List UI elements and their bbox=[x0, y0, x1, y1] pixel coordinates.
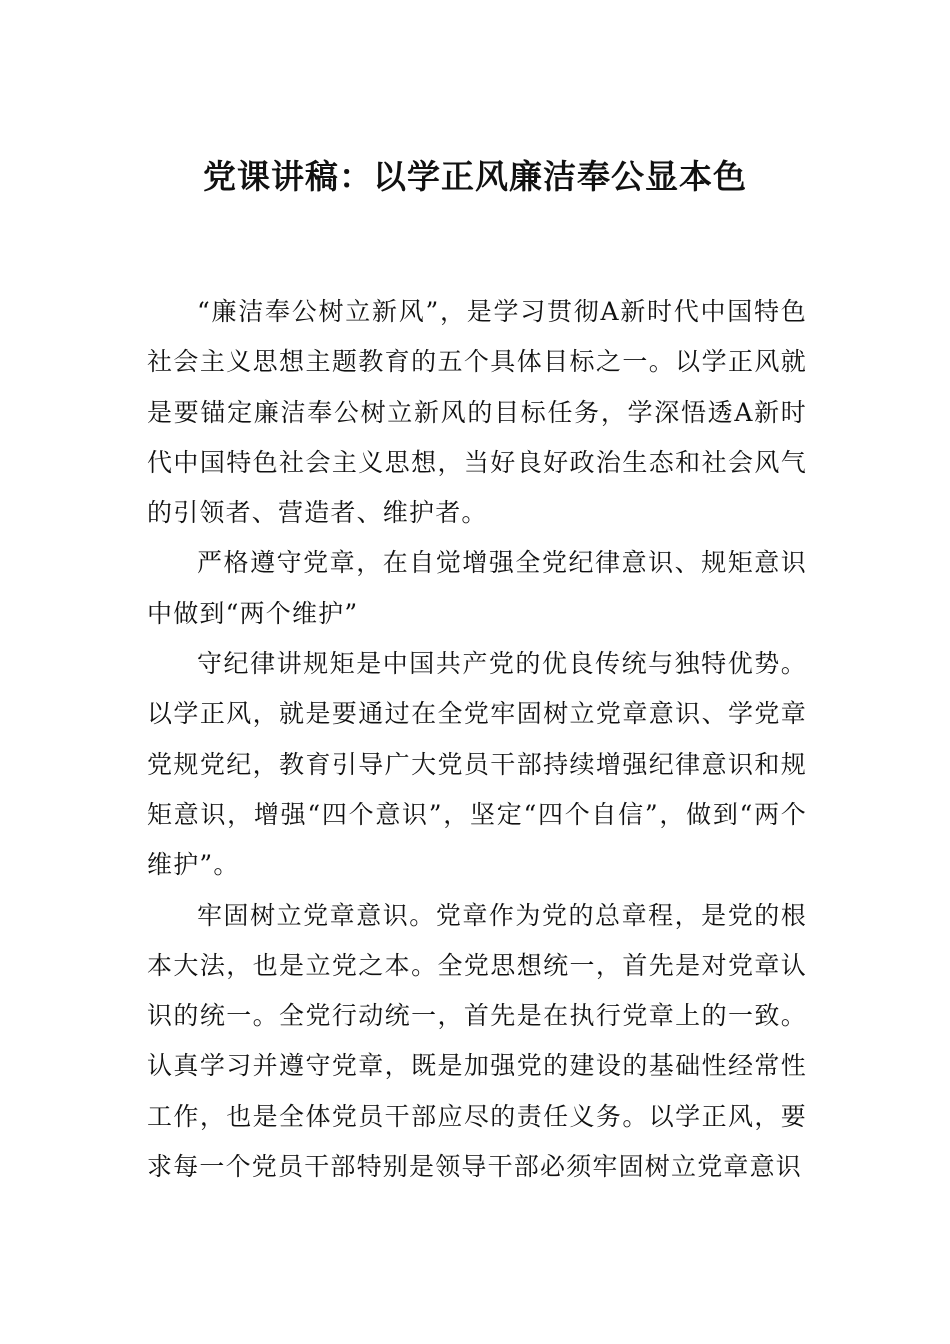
document-body bbox=[147, 287, 807, 1192]
paragraph-section-heading: 严格遵守党章，在自觉增强全党纪律意识、规矩意识中做到“两个维护” bbox=[147, 548, 807, 628]
paragraph-party-constitution: 牢固树立党章意识。党章作为党的总章程，是党的根本大法，也是立党之本。全党思想统一，首先是对党章认识的统一。全党行动统一，首先是在执行党章上的一致。认真学习并遵守党章，既是加强党的建设的基础性经常性工作，也是全体党员干部应尽的责任义务。以学正风，要求每一个党员干部特别是领导干部必须牢固树立党章意识 bbox=[147, 900, 807, 1182]
paragraph-intro: “廉洁奉公树立新风”，是学习贯彻A新时代中国特色社会主义思想主题教育的五个具体目标之一。以学正风就是要锚定廉洁奉公树立新风的目标任务，学深悟透A新时代中国特色社会主义思想，当好良好政治生态和社会风气的引领者、营造者、维护者。 bbox=[147, 297, 807, 528]
document-title: 党课讲稿：以学正风廉洁奉公显本色 bbox=[203, 157, 747, 196]
paragraph-discipline: 守纪律讲规矩是中国共产党的优良传统与独特优势。以学正风，就是要通过在全党牢固树立党章意识、学党章党规党纪，教育引导广大党员干部持续增强纪律意识和规矩意识，增强“四个意识”，坚定“四个自信”，做到“两个维护”。 bbox=[147, 649, 807, 880]
